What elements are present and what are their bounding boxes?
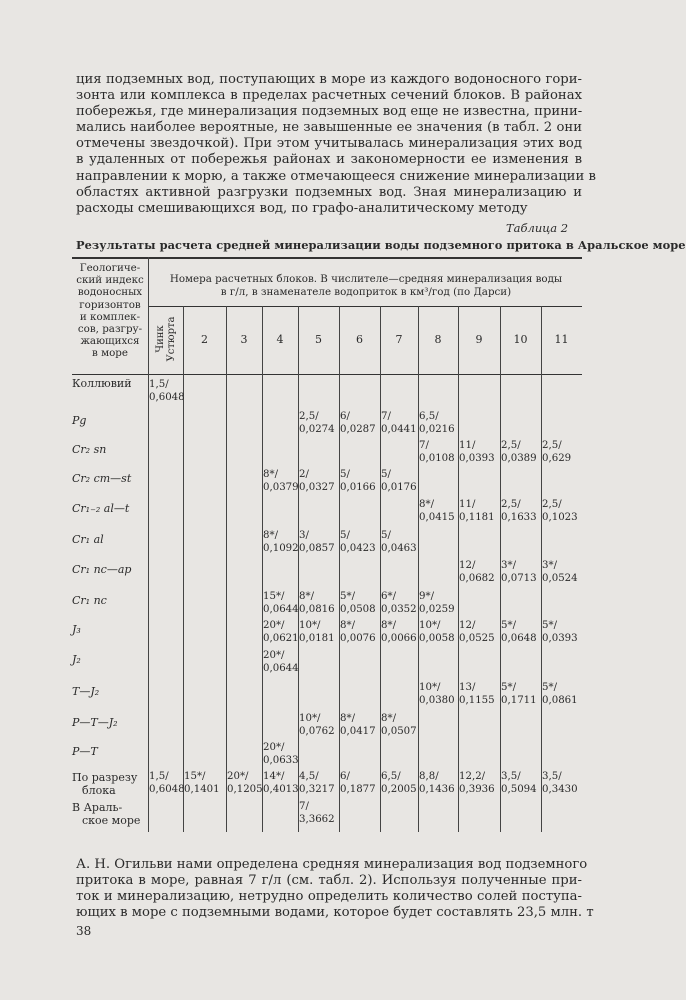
text-line: побережья, где минерализация подземных вод еще не известна, прини- xyxy=(76,104,583,120)
cell-numerator: 3*/ xyxy=(542,560,558,571)
cell-denominator: 0,0076 xyxy=(340,633,376,644)
cell-numerator: 6,5/ xyxy=(419,411,439,422)
table-cell xyxy=(149,770,185,796)
column-divider xyxy=(226,306,227,832)
cell-numerator: 7/ xyxy=(419,440,429,451)
table-cell xyxy=(263,529,299,555)
table-cell xyxy=(263,770,299,796)
text-line: А. Н. Огильви нами определена средняя минерализация вод подземного xyxy=(76,857,588,872)
cell-numerator: 10*/ xyxy=(299,620,321,631)
cell-numerator: 13/ xyxy=(459,682,476,693)
cell-numerator: 5*/ xyxy=(542,682,558,693)
table-cell xyxy=(340,410,376,436)
cell-denominator: 0,1711 xyxy=(501,695,537,706)
row-label: Cr₁ nc—ap xyxy=(72,563,132,576)
table-cell xyxy=(459,439,495,465)
cell-denominator: 0,0644 xyxy=(263,604,299,615)
cell-denominator: 0,0274 xyxy=(299,424,335,435)
table-cell xyxy=(381,529,417,555)
row-label: P—T—J₂ xyxy=(72,716,118,729)
cell-denominator: 0,0287 xyxy=(340,424,376,435)
table-cell xyxy=(299,468,335,494)
row-label: блока xyxy=(82,783,116,797)
cell-numerator: 5*/ xyxy=(501,682,517,693)
row-label: Коллювий xyxy=(72,377,132,390)
table-cell xyxy=(419,770,455,796)
row-label: Cr₁ al xyxy=(72,533,104,546)
table-cell xyxy=(340,468,376,494)
header-mid-rule xyxy=(148,306,582,307)
cell-denominator: 0,0633 xyxy=(263,755,299,766)
table-cell xyxy=(299,529,335,555)
table-cell xyxy=(381,619,417,645)
table-label: Таблица 2 xyxy=(506,221,569,235)
cell-numerator: 5*/ xyxy=(340,591,356,602)
cell-denominator: 0,2005 xyxy=(381,784,417,795)
cell-denominator: 0,0621 xyxy=(263,633,299,644)
header-column-number: 5 xyxy=(315,333,322,346)
table-cell xyxy=(459,619,495,645)
table-cell xyxy=(299,712,335,738)
cell-numerator: 1,5/ xyxy=(149,379,169,390)
cell-denominator: 0,0524 xyxy=(542,573,578,584)
header-column-number: 6 xyxy=(356,333,363,346)
table-cell xyxy=(542,681,578,707)
cell-numerator: 3/ xyxy=(299,530,309,541)
table-cell xyxy=(501,681,537,707)
table-cell xyxy=(381,410,417,436)
table-cell xyxy=(381,468,417,494)
cell-denominator: 0,0713 xyxy=(501,573,537,584)
cell-numerator: 20*/ xyxy=(263,742,285,753)
table-title: Результаты расчета средней минерализации воды подземного притока в Аральское море xyxy=(76,238,686,252)
row-label: ское море xyxy=(82,813,141,827)
header-chink-line: Устюрта xyxy=(166,316,177,362)
text-line: мались наиболее вероятные, не завышенные ее значения (в табл. 2 они xyxy=(76,120,582,136)
table-cell xyxy=(501,770,537,796)
table-cell xyxy=(340,619,376,645)
header-chink-label xyxy=(151,306,181,372)
table-cell xyxy=(419,590,455,616)
cell-denominator: 0,0644 xyxy=(263,663,299,674)
cell-numerator: 11/ xyxy=(459,499,476,510)
cell-numerator: 3,5/ xyxy=(501,771,521,782)
table-cell xyxy=(381,712,417,738)
cell-numerator: 20*/ xyxy=(227,771,249,782)
cell-denominator: 0,0507 xyxy=(381,726,417,737)
table-cell xyxy=(263,590,299,616)
cell-numerator: 10*/ xyxy=(419,620,441,631)
cell-numerator: 2,5/ xyxy=(542,499,562,510)
table-cell xyxy=(340,712,376,738)
header-column-number: 2 xyxy=(201,333,208,346)
header-column-number: 9 xyxy=(475,333,483,346)
cell-denominator: 0,1877 xyxy=(340,784,376,795)
cell-numerator: 2,5/ xyxy=(501,440,521,451)
cell-numerator: 10*/ xyxy=(419,682,441,693)
header-column-number: 8 xyxy=(434,333,442,346)
row-label: T—J₂ xyxy=(72,685,100,698)
cell-numerator: 5/ xyxy=(340,530,350,541)
cell-numerator: 8*/ xyxy=(299,591,315,602)
header-group-line: Номера расчетных блоков. В числителе—средняя минерализация воды xyxy=(169,273,563,285)
cell-numerator: 4,5/ xyxy=(299,771,319,782)
cell-numerator: 6*/ xyxy=(381,591,397,602)
cell-denominator: 0,3430 xyxy=(542,784,578,795)
cell-denominator: 0,1205 xyxy=(227,784,263,795)
row-label: Cr₁ nc xyxy=(72,594,107,607)
table-cell xyxy=(459,498,495,524)
text-line: направлении к морю, а также отмечающееся снижение минерализации в xyxy=(76,168,596,184)
header-column-number: 11 xyxy=(554,333,569,346)
cell-numerator: 8,8/ xyxy=(419,771,439,782)
cell-denominator: 0,0058 xyxy=(419,633,455,644)
table-cell xyxy=(501,498,537,524)
cell-numerator: 5/ xyxy=(381,530,391,541)
cell-numerator: 2/ xyxy=(299,469,309,480)
cell-numerator: 5*/ xyxy=(501,620,517,631)
cell-denominator: 0,4013 xyxy=(263,784,299,795)
table-cell xyxy=(184,770,220,796)
table-cell xyxy=(419,619,455,645)
cell-denominator: 3,3662 xyxy=(299,814,335,825)
row-label: В Араль- xyxy=(72,801,123,814)
column-divider xyxy=(380,306,381,832)
text-line: ющих в море с подземными водами, которое будет составлять 23,5 млн. т xyxy=(76,905,594,921)
cell-numerator: 15*/ xyxy=(263,591,285,602)
row-label: По разрезу xyxy=(72,771,138,784)
table-cell xyxy=(340,590,376,616)
row-label: Cr₂ cm—st xyxy=(72,472,132,485)
cell-denominator: 0,1436 xyxy=(419,784,455,795)
cell-denominator: 0,0352 xyxy=(381,604,417,615)
cell-denominator: 0,0508 xyxy=(340,604,376,615)
text-line: зонта или комплекса в пределах расчетных сечений блоков. В районах xyxy=(76,88,582,104)
cell-numerator: 14*/ xyxy=(263,771,285,782)
cell-denominator: 0,0417 xyxy=(340,726,376,737)
row-label: J₂ xyxy=(72,653,81,666)
cell-denominator: 0,1155 xyxy=(459,695,495,706)
cell-numerator: 6,5/ xyxy=(381,771,401,782)
cell-denominator: 0,0423 xyxy=(340,543,376,554)
cell-denominator: 0,0816 xyxy=(299,604,335,615)
cell-numerator: 1,5/ xyxy=(149,771,169,782)
cell-denominator: 0,1401 xyxy=(184,784,220,795)
cell-numerator: 8*/ xyxy=(340,713,356,724)
cell-numerator: 8*/ xyxy=(340,620,356,631)
body-text-bottom xyxy=(76,857,594,921)
header-first-col-line: в море xyxy=(92,347,128,360)
cell-numerator: 11/ xyxy=(459,440,476,451)
table-cell xyxy=(340,770,376,796)
cell-numerator: 3*/ xyxy=(501,560,517,571)
cell-numerator: 7/ xyxy=(299,801,309,812)
cell-denominator: 0,0259 xyxy=(419,604,455,615)
cell-denominator: 0,0415 xyxy=(419,512,455,523)
table-cell xyxy=(419,410,455,436)
cell-numerator: 12/ xyxy=(459,560,476,571)
cell-denominator: 0,0181 xyxy=(299,633,335,644)
header-column-number: 7 xyxy=(395,333,403,346)
table-cell xyxy=(299,410,335,436)
cell-denominator: 0,0648 xyxy=(501,633,537,644)
table-cell xyxy=(459,770,495,796)
table-cell xyxy=(299,800,335,826)
cell-numerator: 12,2/ xyxy=(459,771,486,782)
cell-numerator: 3,5/ xyxy=(542,771,562,782)
cell-denominator: 0,0393 xyxy=(459,453,495,464)
text-line: ток и минерализацию, нетрудно определить количество солей поступа- xyxy=(76,889,582,905)
cell-denominator: 0,1181 xyxy=(459,512,495,523)
header-first-col-line: сов, разгру- xyxy=(77,323,143,335)
cell-denominator: 0,0463 xyxy=(381,543,417,554)
header-first-col-line: жающихся xyxy=(80,335,140,348)
cell-numerator: 8*/ xyxy=(263,469,279,480)
column-divider xyxy=(418,306,419,832)
cell-denominator: 0,0380 xyxy=(419,695,455,706)
cell-denominator: 0,0216 xyxy=(419,424,455,435)
cell-denominator: 0,6048 xyxy=(149,784,185,795)
row-label: Cr₂ sn xyxy=(72,443,107,456)
row-label: Cr₁₋₂ al—t xyxy=(72,502,130,515)
table-cell xyxy=(419,681,455,707)
table-cell xyxy=(501,439,537,465)
row-label: J₃ xyxy=(72,623,81,636)
cell-denominator: 0,0108 xyxy=(419,453,455,464)
table-cell xyxy=(459,681,495,707)
cell-numerator: 7/ xyxy=(381,411,391,422)
table-cell xyxy=(263,468,299,494)
text-line: отмечены звездочкой). При этом учитывалась минерализация этих вод xyxy=(76,136,582,152)
cell-numerator: 9*/ xyxy=(419,591,435,602)
cell-numerator: 8*/ xyxy=(381,620,397,631)
cell-denominator: 0,0066 xyxy=(381,633,417,644)
cell-denominator: 0,629 xyxy=(542,453,572,464)
cell-denominator: 0,0861 xyxy=(542,695,578,706)
body-text-top xyxy=(76,72,596,217)
cell-numerator: 5*/ xyxy=(542,620,558,631)
table-cell xyxy=(542,770,578,796)
cell-numerator: 8*/ xyxy=(263,530,279,541)
cell-denominator: 0,0379 xyxy=(263,482,299,493)
cell-denominator: 0,1023 xyxy=(542,512,578,523)
cell-numerator: 20*/ xyxy=(263,620,285,631)
cell-denominator: 0,0393 xyxy=(542,633,578,644)
table-cell xyxy=(459,559,495,585)
header-column-number: 3 xyxy=(240,333,248,346)
cell-numerator: 8*/ xyxy=(381,713,397,724)
cell-denominator: 0,5094 xyxy=(501,784,537,795)
table-cell xyxy=(381,770,417,796)
header-chink-text xyxy=(155,317,177,362)
header-first-col-line: водоносных xyxy=(77,286,143,299)
table-cell xyxy=(542,619,578,645)
table-cell xyxy=(542,559,578,585)
header-column-number: 10 xyxy=(513,333,528,346)
cell-numerator: 2,5/ xyxy=(299,411,319,422)
cell-numerator: 5/ xyxy=(340,469,350,480)
cell-numerator: 15*/ xyxy=(184,771,206,782)
header-first-col-line: и комплек- xyxy=(79,310,141,323)
cell-numerator: 12/ xyxy=(459,620,476,631)
cell-denominator: 0,1633 xyxy=(501,512,537,523)
table-cell xyxy=(149,378,185,404)
table-cell xyxy=(542,498,578,524)
cell-numerator: 2,5/ xyxy=(501,499,521,510)
cell-denominator: 0,3936 xyxy=(459,784,495,795)
text-line: притока в море, равная 7 г/л (см. табл. 2). Используя полученные при- xyxy=(76,873,582,889)
table-cell xyxy=(501,559,537,585)
text-line: областях активной разгрузки подземных вод. Зная минерализацию и xyxy=(76,184,582,200)
row-label: Pg xyxy=(72,414,87,427)
header-first-col-line: горизонтов xyxy=(79,298,141,311)
cell-denominator: 0,0525 xyxy=(459,633,495,644)
header-chink-line: Чинк xyxy=(155,325,166,353)
cell-denominator: 0,0176 xyxy=(381,482,417,493)
cell-denominator: 0,1092 xyxy=(263,543,299,554)
table-cell xyxy=(542,439,571,465)
column-divider xyxy=(339,306,340,832)
table-cell xyxy=(263,741,299,767)
cell-numerator: 2,5/ xyxy=(542,440,562,451)
text-line: ция подземных вод, поступающих в море из каждого водоносного гори- xyxy=(76,72,582,87)
text-line: расходы смешивающихся вод, по графо-аналитическому методу xyxy=(76,200,528,216)
header-group-line: в г/л, в знаменателе водоприток в км³/год (по Дарси) xyxy=(220,285,512,298)
table-cell xyxy=(263,619,299,645)
table-cell xyxy=(419,439,455,465)
table-cell xyxy=(381,590,417,616)
header-first-col-line: Геологиче- xyxy=(79,262,141,274)
cell-numerator: 10*/ xyxy=(299,713,321,724)
cell-numerator: 6/ xyxy=(340,771,350,782)
page-number: 38 xyxy=(76,924,92,938)
table-cell xyxy=(340,529,376,555)
cell-denominator: 0,0389 xyxy=(501,453,537,464)
table-cell xyxy=(299,619,335,645)
cell-denominator: 0,0327 xyxy=(299,482,335,493)
cell-denominator: 0,0857 xyxy=(299,543,335,554)
table-cell xyxy=(227,770,263,796)
cell-numerator: 6/ xyxy=(340,411,350,422)
cell-numerator: 20*/ xyxy=(263,650,285,661)
header-column-number: 4 xyxy=(276,333,284,346)
table-cell xyxy=(263,649,299,675)
header-first-col-line: ский индекс xyxy=(76,274,144,287)
text-line: в удаленных от побережья районах и закономерности ее изменения в xyxy=(76,152,582,168)
table-cell xyxy=(419,498,455,524)
table-cell xyxy=(299,590,335,616)
cell-denominator: 0,0762 xyxy=(299,726,335,737)
table-cell xyxy=(501,619,537,645)
cell-numerator: 5/ xyxy=(381,469,391,480)
cell-denominator: 0,0166 xyxy=(340,482,376,493)
cell-denominator: 0,6048 xyxy=(149,392,185,403)
cell-numerator: 8*/ xyxy=(419,499,435,510)
column-divider xyxy=(148,257,149,832)
cell-denominator: 0,0682 xyxy=(459,573,495,584)
cell-denominator: 0,0441 xyxy=(381,424,417,435)
table-cell xyxy=(299,770,335,796)
cell-denominator: 0,3217 xyxy=(299,784,335,795)
row-label: P—T xyxy=(72,745,98,758)
